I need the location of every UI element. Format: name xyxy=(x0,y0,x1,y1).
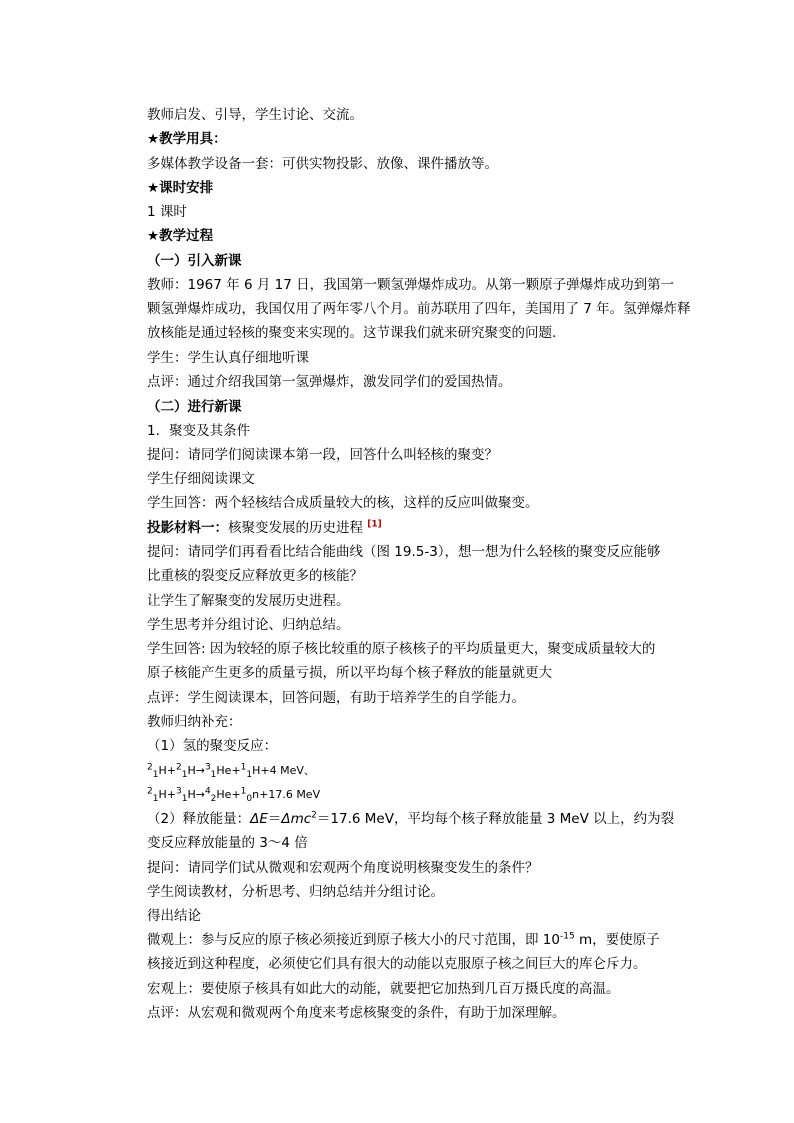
text-question-3: 提问：请同学们试从微观和宏观两个角度说明核聚变发生的条件？ xyxy=(147,860,539,876)
heading-teaching-process: ★教学过程 xyxy=(147,228,214,244)
subheading-fusion: 1．聚变及其条件 xyxy=(147,423,251,439)
text-student-answer-1: 学生回答：两个轻核结合成质量较大的核，这样的反应叫做聚变。 xyxy=(147,495,539,511)
para-energy-b: 变反应释放能量的 3～4 倍 xyxy=(147,835,308,851)
para-teacher-1: 教师：1967 年 6 月 17 日，我国第一颗氢弹爆炸成功。从第一颗原子弹爆炸成功到第一 xyxy=(147,277,675,293)
heading-teaching-tools: ★教学用具： xyxy=(147,131,227,147)
text-conclusion: 得出结论 xyxy=(147,908,201,924)
heading-new-lesson: （二）进行新课 xyxy=(147,399,242,415)
para-teacher-2: 颗氢弹爆炸成功，我国仅用了两年零八个月。前苏联用了四年，美国用了 7 年。氢弹爆炸释 xyxy=(147,301,691,317)
equation-2: $^2_1$H+$^3_1$H→$^4_2$He+$^1_0$n+17.6 MeV xyxy=(147,786,321,805)
para-answer-2-b: 原子核能产生更多的质量亏损，所以平均每个核子释放的能量就更大 xyxy=(147,665,552,681)
para-answer-2-a: 学生回答: 因为较轻的原子核比较重的原子核核子的平均质量更大，聚变成质量较大的 xyxy=(147,641,656,657)
text-student-analyze: 学生阅读教材，分析思考、归纳总结并分组讨论。 xyxy=(147,884,444,900)
para-question-2-a: 提问：请同学们再看看比结合能曲线（图 19.5-3），想一想为什么轻核的聚变反应能够 xyxy=(147,544,661,560)
text-comment-1: 点评：通过介绍我国第一氢弹爆炸，激发同学们的爱国热情。 xyxy=(147,374,512,390)
projection-material-1 xyxy=(147,519,382,537)
text-hydrogen-fusion: （1）氢的聚变反应： xyxy=(147,738,278,754)
equation-1: $^2_1$H+$^2_1$H→$^3_1$He+$^1_1$H+4 MeV、 xyxy=(147,762,315,781)
reference-link[interactable]: [1] xyxy=(367,519,382,530)
heading-class-hours: ★课时安排 xyxy=(147,180,214,196)
text-macro: 宏观上：要使原子核具有如此大的动能，就要把它加热到几百万摄氏度的高温。 xyxy=(147,981,620,997)
para-energy-a: （2）释放能量：ΔE＝Δmc$^2$＝17.6 MeV，平均每个核子释放能量 3 MeV 以上，约为裂 xyxy=(147,810,675,827)
text-tools: 多媒体教学设备一套：可供实物投影、放像、课件播放等。 xyxy=(147,156,498,172)
text-teacher-summary: 教师归纳补充： xyxy=(147,714,242,730)
para-micro-a: 微观上：参与反应的原子核必须接近到原子核大小的尺寸范围，即 $10^{-15}$ m，要使原子 xyxy=(147,931,660,948)
text-comment-2: 点评：学生阅读课本，回答问题，有助于培养学生的自学能力。 xyxy=(147,690,525,706)
para-teacher-3: 放核能是通过轻核的聚变来实现的。这节课我们就来研究聚变的问题. xyxy=(147,325,557,341)
text-discussion: 学生思考并分组讨论、归纳总结。 xyxy=(147,617,350,633)
heading-intro: （一）引入新课 xyxy=(147,253,242,269)
projection-title: 核聚变发展的历史进程 xyxy=(228,520,363,536)
text-comment-3: 点评：从宏观和微观两个角度来考虑核聚变的条件，有助于加深理解。 xyxy=(147,1005,566,1021)
para-micro-b: 核接近到这种程度，必须使它们具有很大的动能以克服原子核之间巨大的库仑斥力。 xyxy=(147,956,647,972)
text-hours: 1 课时 xyxy=(147,204,187,220)
text-history: 让学生了解聚变的发展历史进程。 xyxy=(147,593,350,609)
text-question-1: 提问：请同学们阅读课本第一段，回答什么叫轻核的聚变？ xyxy=(147,447,498,463)
para-question-2-b: 比重核的裂变反应释放更多的核能？ xyxy=(147,568,363,584)
text-student-read: 学生仔细阅读课文 xyxy=(147,471,255,487)
projection-label: 投影材料一： xyxy=(147,520,228,536)
text-student-listen: 学生：学生认真仔细地听课 xyxy=(147,350,309,366)
text-method: 教师启发、引导，学生讨论、交流。 xyxy=(147,107,363,123)
